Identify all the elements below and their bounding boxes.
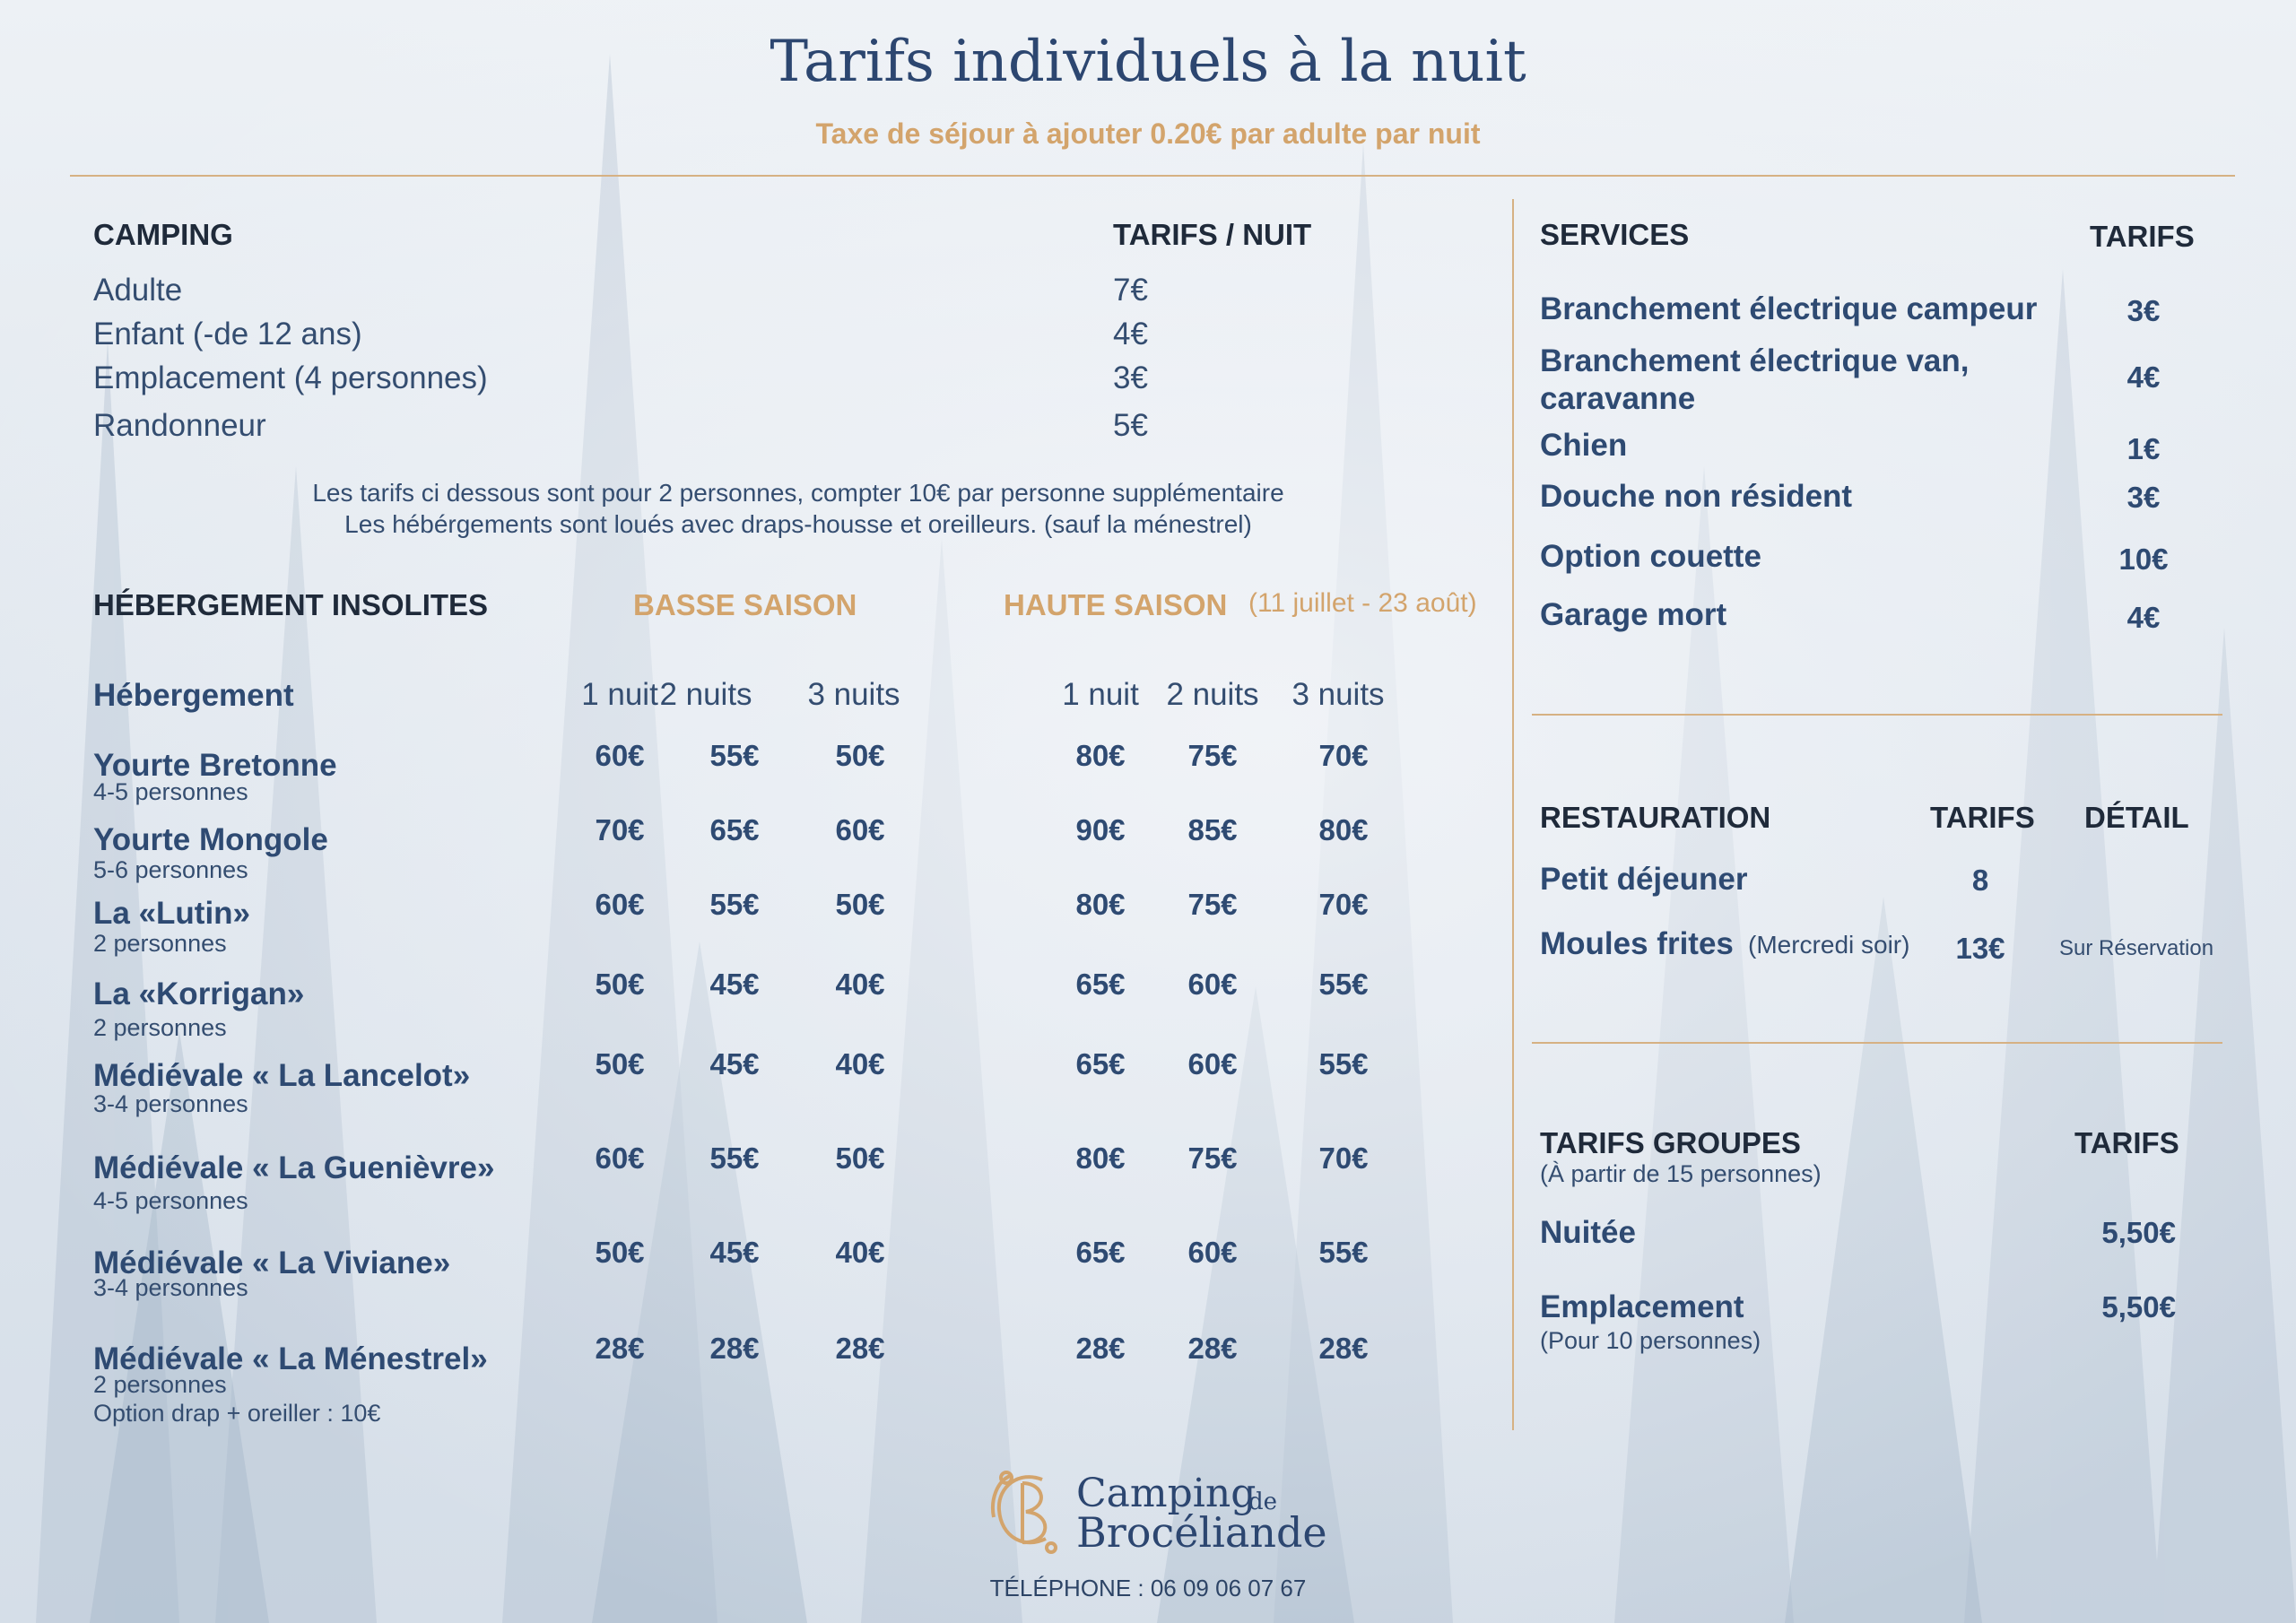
low-price: 70€ <box>595 813 645 846</box>
accommodation-name: Yourte Bretonne <box>93 748 337 783</box>
groupe-sub: (Pour 10 personnes) <box>1540 1327 1761 1354</box>
services-divider <box>1532 714 2222 716</box>
service-label: Branchement électrique campeur <box>1540 291 2038 326</box>
accommodation-name: Médiévale « La Guenièvre» <box>93 1150 495 1185</box>
high-price: 80€ <box>1318 813 1369 846</box>
low-price: 60€ <box>595 739 645 772</box>
low-price: 65€ <box>709 813 760 846</box>
low-price: 55€ <box>709 888 760 921</box>
high-price: 75€ <box>1187 739 1238 772</box>
restauration-price-heading: TARIFS <box>1930 801 2035 834</box>
service-label: Chien <box>1540 428 1628 463</box>
hebergement-heading: HÉBERGEMENT INSOLITES <box>93 588 489 621</box>
restauration-price: 13€ <box>1955 932 2005 965</box>
high-price: 28€ <box>1075 1332 1126 1365</box>
low-price: 50€ <box>835 739 885 772</box>
camping-row-label: Randonneur <box>93 408 266 443</box>
low-season-heading: BASSE SAISON <box>633 588 857 621</box>
accommodation-capacity: 2 personnes <box>93 1014 227 1041</box>
high-price: 80€ <box>1075 1141 1126 1175</box>
low-night-header: 2 nuits <box>659 677 752 712</box>
low-price: 50€ <box>835 888 885 921</box>
high-price: 55€ <box>1318 968 1369 1001</box>
service-price: 4€ <box>2126 601 2161 634</box>
restauration-heading: RESTAURATION <box>1540 801 1771 834</box>
high-night-header: 1 nuit <box>1062 677 1139 712</box>
high-season-dates: (11 juillet - 23 août) <box>1248 588 1477 618</box>
accommodation-name: Médiévale « La Viviane» <box>93 1245 451 1280</box>
accommodation-capacity: 4-5 personnes <box>93 778 248 805</box>
logo-monogram-icon <box>988 1463 1064 1558</box>
high-night-header: 3 nuits <box>1292 677 1385 712</box>
high-season-heading: HAUTE SAISON <box>1004 588 1228 621</box>
high-price: 70€ <box>1318 739 1369 772</box>
accommodation-name: La «Korrigan» <box>93 976 305 1011</box>
high-price: 65€ <box>1075 1236 1126 1269</box>
page-title: Tarifs individuels à la nuit <box>770 29 1526 95</box>
groupe-label: Nuitée <box>1540 1215 1636 1250</box>
camping-price-heading: TARIFS / NUIT <box>1113 218 1312 251</box>
high-price: 85€ <box>1187 813 1238 846</box>
service-price: 3€ <box>2126 294 2161 327</box>
low-price: 50€ <box>595 968 645 1001</box>
logo-line2: Brocéliande <box>1076 1508 1327 1557</box>
accommodation-capacity: 2 personnes <box>93 1371 227 1398</box>
low-price: 45€ <box>709 1047 760 1081</box>
high-price: 75€ <box>1187 888 1238 921</box>
low-price: 40€ <box>835 968 885 1001</box>
service-price: 1€ <box>2126 432 2161 465</box>
low-night-header: 1 nuit <box>581 677 658 712</box>
high-price: 60€ <box>1187 1047 1238 1081</box>
title-divider <box>70 175 2235 177</box>
low-price: 50€ <box>595 1236 645 1269</box>
logo-de: de <box>1248 1488 1278 1515</box>
restauration-note: (Mercredi soir) <box>1748 931 1910 959</box>
high-price: 55€ <box>1318 1236 1369 1269</box>
phone-number: TÉLÉPHONE : 06 09 06 07 67 <box>989 1575 1307 1601</box>
high-price: 90€ <box>1075 813 1126 846</box>
low-price: 55€ <box>709 739 760 772</box>
column-divider <box>1512 199 1514 1430</box>
service-label: Douche non résident <box>1540 479 1853 514</box>
low-price: 28€ <box>835 1332 885 1365</box>
high-price: 55€ <box>1318 1047 1369 1081</box>
high-price: 65€ <box>1075 968 1126 1001</box>
low-price: 60€ <box>835 813 885 846</box>
high-price: 70€ <box>1318 1141 1369 1175</box>
low-price: 60€ <box>595 1141 645 1175</box>
camping-heading: CAMPING <box>93 218 233 251</box>
groupe-price: 5,50€ <box>2101 1290 2176 1324</box>
restauration-detail: Sur Réservation <box>2059 936 2214 960</box>
high-price: 70€ <box>1318 888 1369 921</box>
accommodation-capacity: 2 personnes <box>93 930 227 957</box>
camping-row-label: Enfant (-de 12 ans) <box>93 317 362 352</box>
hebergement-column-label: Hébergement <box>93 678 294 713</box>
low-price: 60€ <box>595 888 645 921</box>
accommodation-capacity: 5-6 personnes <box>93 856 248 883</box>
high-price: 28€ <box>1318 1332 1369 1365</box>
restauration-label: Petit déjeuner <box>1540 862 1748 897</box>
accommodation-name: Médiévale « La Ménestrel» <box>93 1341 488 1376</box>
restauration-price: 8 <box>1971 864 1989 897</box>
camping-row-price: 5€ <box>1113 408 1148 443</box>
low-price: 45€ <box>709 968 760 1001</box>
camping-row-label: Adulte <box>93 273 183 308</box>
high-price: 60€ <box>1187 968 1238 1001</box>
low-night-header: 3 nuits <box>807 677 900 712</box>
low-price: 45€ <box>709 1236 760 1269</box>
restauration-label: Moules frites <box>1540 926 1734 961</box>
service-price: 10€ <box>2118 542 2169 576</box>
camping-row-label: Emplacement (4 personnes) <box>93 360 488 395</box>
accommodation-capacity: 3-4 personnes <box>93 1274 248 1301</box>
low-price: 28€ <box>595 1332 645 1365</box>
service-label: Branchement électrique van, <box>1540 343 1970 378</box>
groupe-price: 5,50€ <box>2101 1216 2176 1249</box>
accommodation-capacity: 3-4 personnes <box>93 1090 248 1117</box>
page-subtitle: Taxe de séjour à ajouter 0.20€ par adulte par nuit <box>815 117 1481 150</box>
service-label: Option couette <box>1540 539 1761 574</box>
camping-note-line1: Les tarifs ci dessous sont pour 2 personnes, compter 10€ par personne supplémentaire <box>312 479 1284 507</box>
low-price: 50€ <box>835 1141 885 1175</box>
low-price: 40€ <box>835 1047 885 1081</box>
accommodation-name: La «Lutin» <box>93 896 251 931</box>
accommodation-name: Médiévale « La Lancelot» <box>93 1058 471 1093</box>
high-price: 80€ <box>1075 739 1126 772</box>
service-label: Garage mort <box>1540 597 1727 632</box>
services-price-heading: TARIFS <box>2090 220 2195 253</box>
high-night-header: 2 nuits <box>1166 677 1259 712</box>
groupes-price-heading: TARIFS <box>2074 1126 2179 1159</box>
groupes-subheading: (À partir de 15 personnes) <box>1540 1160 1822 1187</box>
camping-row-price: 7€ <box>1113 273 1148 308</box>
high-price: 60€ <box>1187 1236 1238 1269</box>
restauration-detail-heading: DÉTAIL <box>2084 801 2189 834</box>
camping-row-price: 3€ <box>1113 360 1148 395</box>
services-heading: SERVICES <box>1540 218 1690 251</box>
low-price: 40€ <box>835 1236 885 1269</box>
accommodation-option: Option drap + oreiller : 10€ <box>93 1400 381 1427</box>
low-price: 28€ <box>709 1332 760 1365</box>
camping-row-price: 4€ <box>1113 317 1148 352</box>
groupes-heading: TARIFS GROUPES <box>1540 1126 1801 1159</box>
service-price: 4€ <box>2126 360 2161 394</box>
accommodation-name: Yourte Mongole <box>93 822 328 857</box>
restauration-divider <box>1532 1042 2222 1044</box>
groupe-label: Emplacement <box>1540 1289 1744 1324</box>
service-price: 3€ <box>2126 481 2161 514</box>
low-price: 50€ <box>595 1047 645 1081</box>
service-label-cont: caravanne <box>1540 381 1696 416</box>
low-price: 55€ <box>709 1141 760 1175</box>
high-price: 75€ <box>1187 1141 1238 1175</box>
high-price: 80€ <box>1075 888 1126 921</box>
camping-note-line2: Les hébérgements sont loués avec draps-housse et oreilleurs. (sauf la ménestrel) <box>344 510 1252 538</box>
accommodation-capacity: 4-5 personnes <box>93 1187 248 1214</box>
high-price: 28€ <box>1187 1332 1238 1365</box>
high-price: 65€ <box>1075 1047 1126 1081</box>
logo-line1: Camping <box>1076 1471 1257 1516</box>
